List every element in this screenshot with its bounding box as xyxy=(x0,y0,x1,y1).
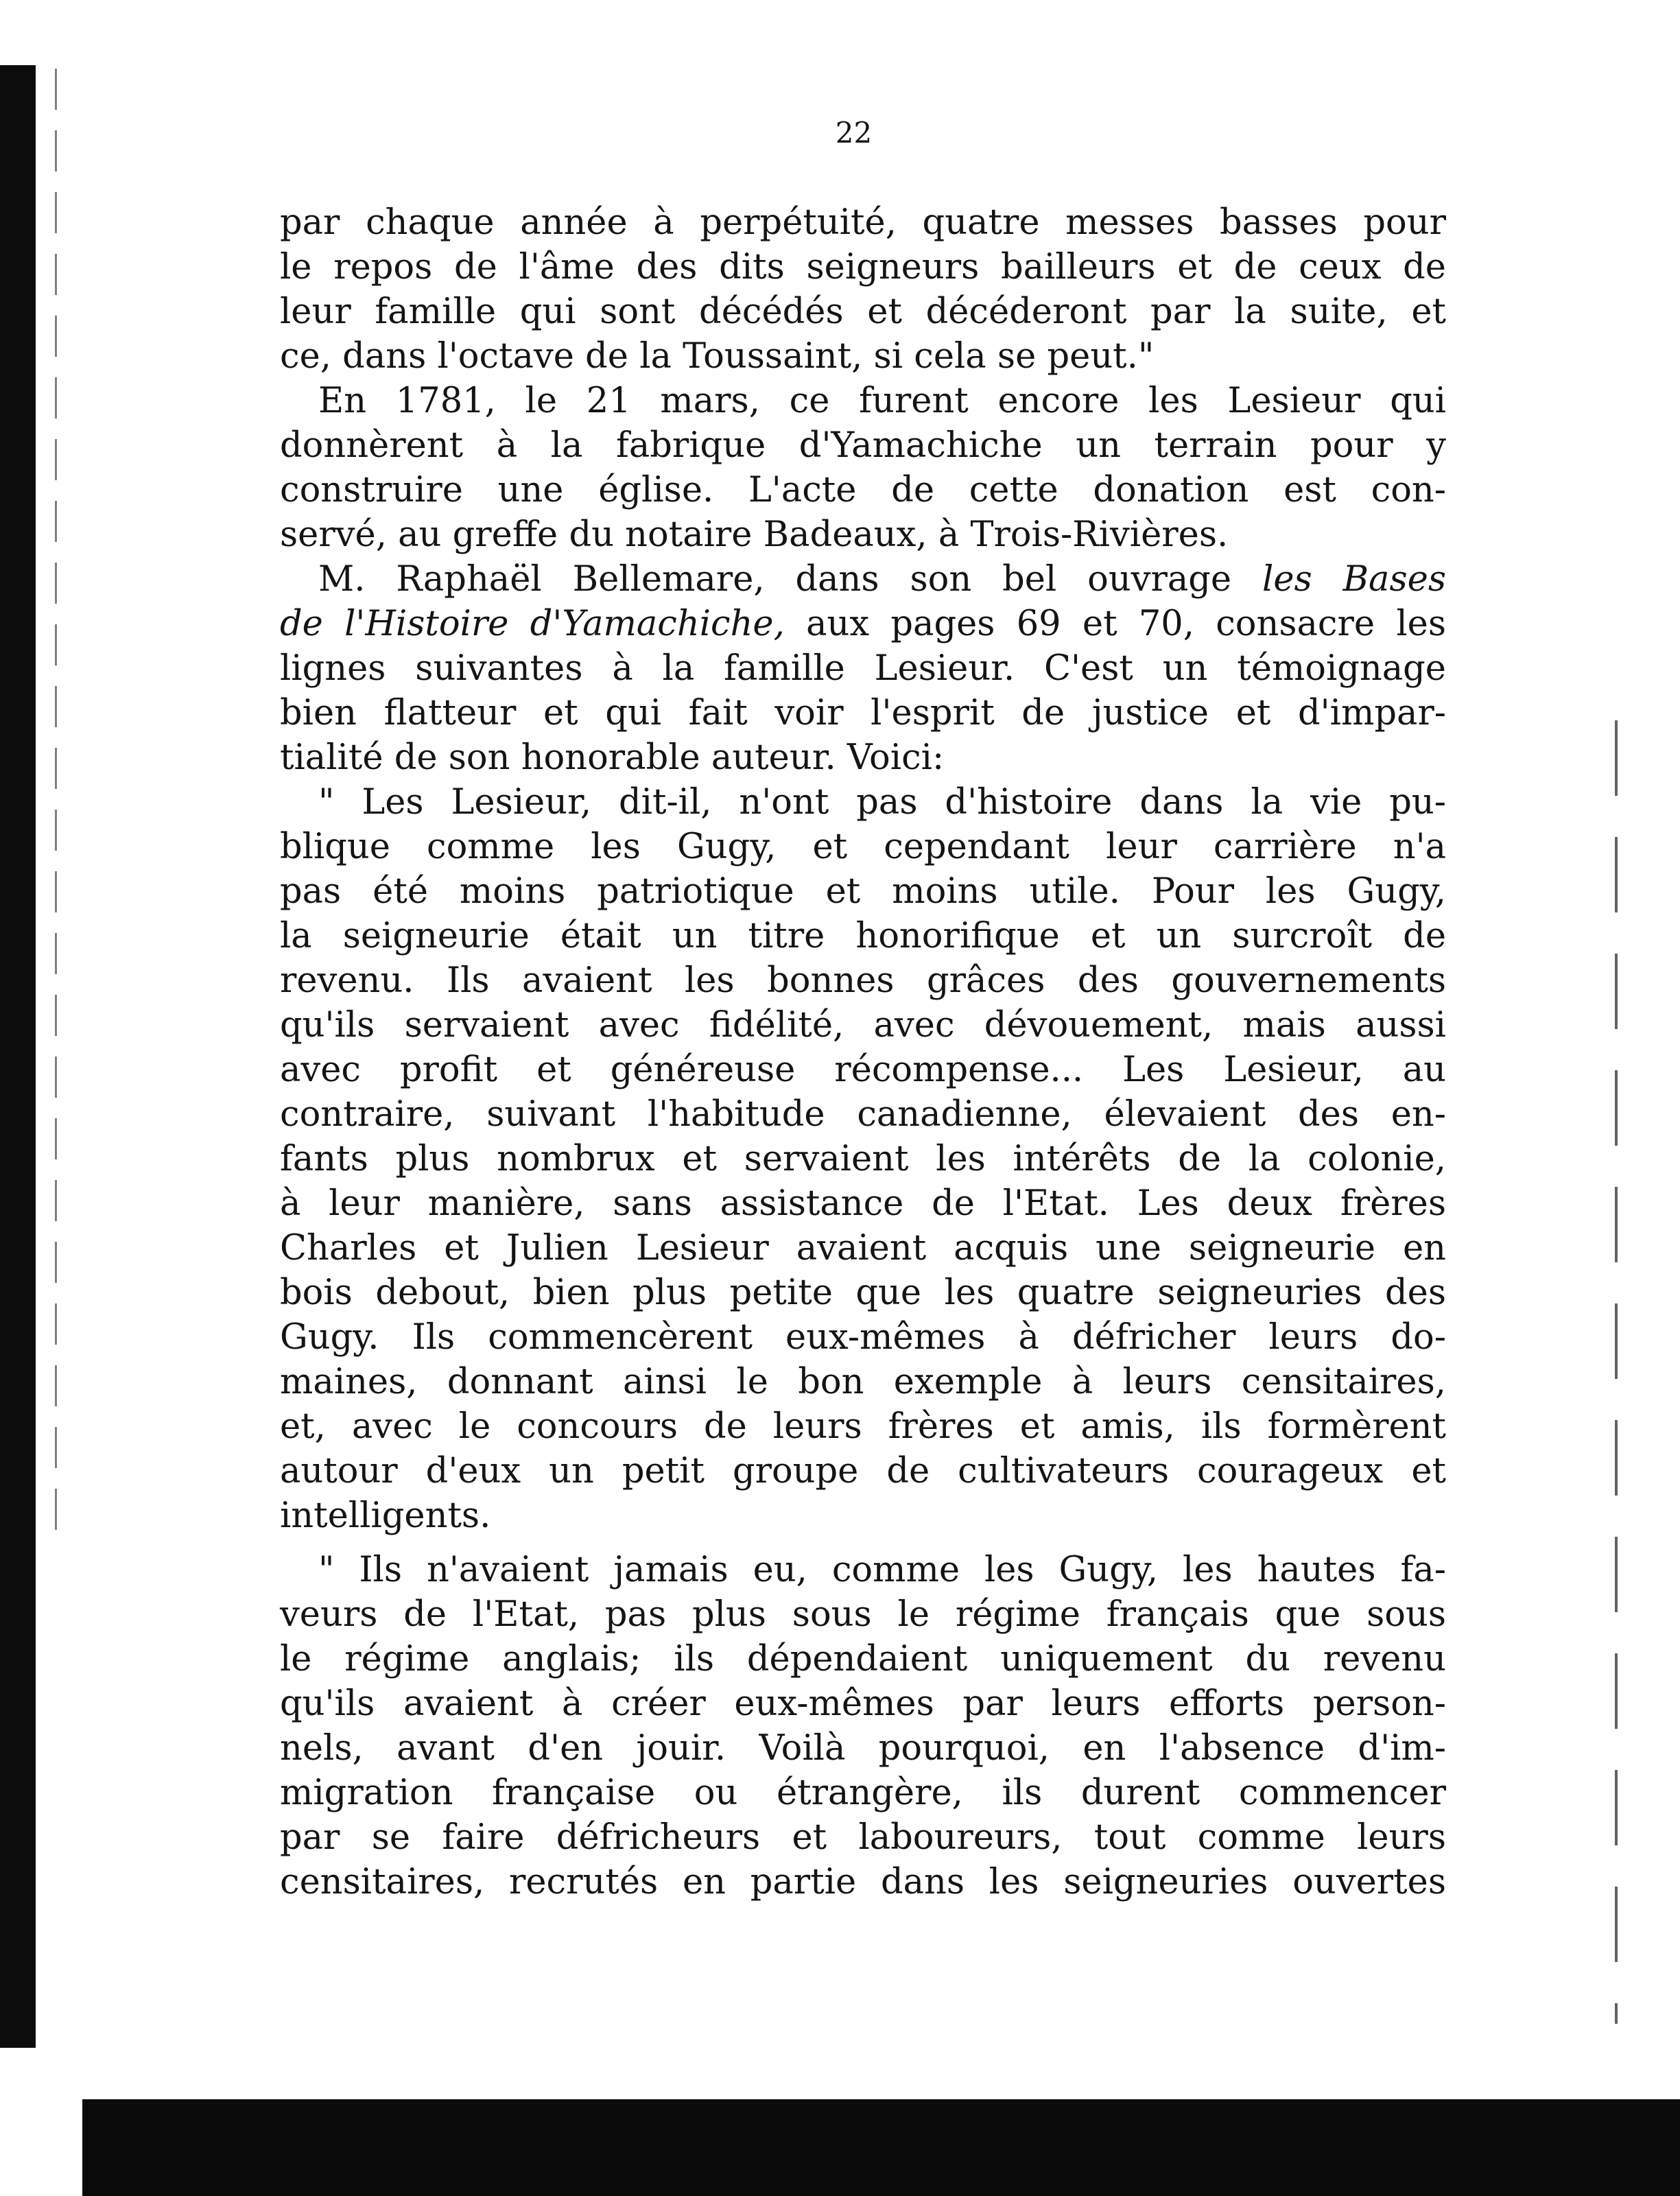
text-line: blique comme les Gugy, et cependant leur carrière n'a xyxy=(280,827,1446,867)
text-line: censitaires, recrutés en partie dans les seigneuries ouvertes xyxy=(280,1862,1446,1902)
text-line: donnèrent à la fabrique d'Yamachiche un terrain pour y xyxy=(280,425,1446,466)
scan-bottom-edge-shadow xyxy=(82,2099,1680,2196)
text-line: à leur manière, sans assistance de l'Etat. Les deux frères xyxy=(280,1183,1446,1224)
text-fragment: M. Raphaël Bellemare, dans son bel ouvrage xyxy=(318,559,1232,600)
scan-left-edge-line xyxy=(55,69,57,1544)
text-line: servé, au greffe du notaire Badeaux, à Trois-Rivières. xyxy=(280,515,1229,555)
text-line: revenu. Ils avaient les bonnes grâces des gouvernements xyxy=(280,960,1446,1001)
text-line: construire une église. L'acte de cette donation est con- xyxy=(280,470,1446,510)
scan-left-edge-shadow xyxy=(0,65,36,2048)
text-line: pas été moins patriotique et moins utile. Pour les Gugy, xyxy=(280,871,1446,912)
text-line: par chaque année à perpétuité, quatre messes basses pour xyxy=(280,202,1446,243)
book-title-fragment: les Bases xyxy=(1262,559,1446,600)
text-line: migration française ou étrangère, ils durent commencer xyxy=(280,1773,1446,1813)
scan-right-edge-line xyxy=(1615,720,1618,2024)
text-line: la seigneurie était un titre honorifique et un surcroît de xyxy=(280,916,1446,956)
text-line-with-title xyxy=(280,602,1446,646)
page-number: 22 xyxy=(835,116,873,150)
text-line: Charles et Julien Lesieur avaient acquis une seigneurie en xyxy=(280,1228,1446,1268)
text-line: le régime anglais; ils dépendaient uniquement du revenu xyxy=(280,1639,1446,1679)
text-line-with-title xyxy=(280,557,1446,602)
text-line: En 1781, le 21 mars, ce furent encore les Lesieur qui xyxy=(318,381,1446,421)
text-line: lignes suivantes à la famille Lesieur. C'est un témoignage xyxy=(280,648,1446,689)
text-line: " Ils n'avaient jamais eu, comme les Gugy, les hautes fa- xyxy=(318,1550,1446,1590)
text-line: veurs de l'Etat, pas plus sous le régime français que sous xyxy=(280,1594,1446,1635)
text-line: bien flatteur et qui fait voir l'esprit de justice et d'impar- xyxy=(280,693,1446,733)
text-line: " Les Lesieur, dit-il, n'ont pas d'histoire dans la vie pu- xyxy=(318,782,1446,823)
text-line: bois debout, bien plus petite que les quatre seigneuries des xyxy=(280,1273,1446,1313)
text-fragment: aux pages 69 et 70, consacre les xyxy=(806,604,1447,644)
text-line: autour d'eux un petit groupe de cultivateurs courageux et xyxy=(280,1451,1446,1491)
page-body xyxy=(280,200,1446,1904)
book-title-fragment: de l'Histoire d'Yamachiche, xyxy=(280,604,785,644)
text-line: par se faire défricheurs et laboureurs, tout comme leurs xyxy=(280,1817,1446,1858)
text-line: qu'ils avaient à créer eux-mêmes par leurs efforts person- xyxy=(280,1684,1446,1724)
text-line: intelligents. xyxy=(280,1496,491,1536)
text-line: Gugy. Ils commencèrent eux-mêmes à défricher leurs do- xyxy=(280,1317,1446,1358)
text-line: le repos de l'âme des dits seigneurs bailleurs et de ceux de xyxy=(280,247,1446,287)
text-line: qu'ils servaient avec fidélité, avec dévouement, mais aussi xyxy=(280,1005,1446,1046)
text-line: leur famille qui sont décédés et décéderont par la suite, et xyxy=(280,292,1446,332)
text-line: tialité de son honorable auteur. Voici: xyxy=(280,737,945,778)
text-line: fants plus nombrux et servaient les intérêts de la colonie, xyxy=(280,1139,1446,1179)
text-line: nels, avant d'en jouir. Voilà pourquoi, en l'absence d'im- xyxy=(280,1728,1446,1769)
text-line: et, avec le concours de leurs frères et amis, ils formèrent xyxy=(280,1406,1446,1447)
text-line: maines, donnant ainsi le bon exemple à leurs censitaires, xyxy=(280,1362,1446,1402)
text-line: ce, dans l'octave de la Toussaint, si cela se peut." xyxy=(280,336,1155,377)
text-line: contraire, suivant l'habitude canadienne, élevaient des en- xyxy=(280,1094,1446,1135)
text-line: avec profit et généreuse récompense... Les Lesieur, au xyxy=(280,1050,1446,1090)
